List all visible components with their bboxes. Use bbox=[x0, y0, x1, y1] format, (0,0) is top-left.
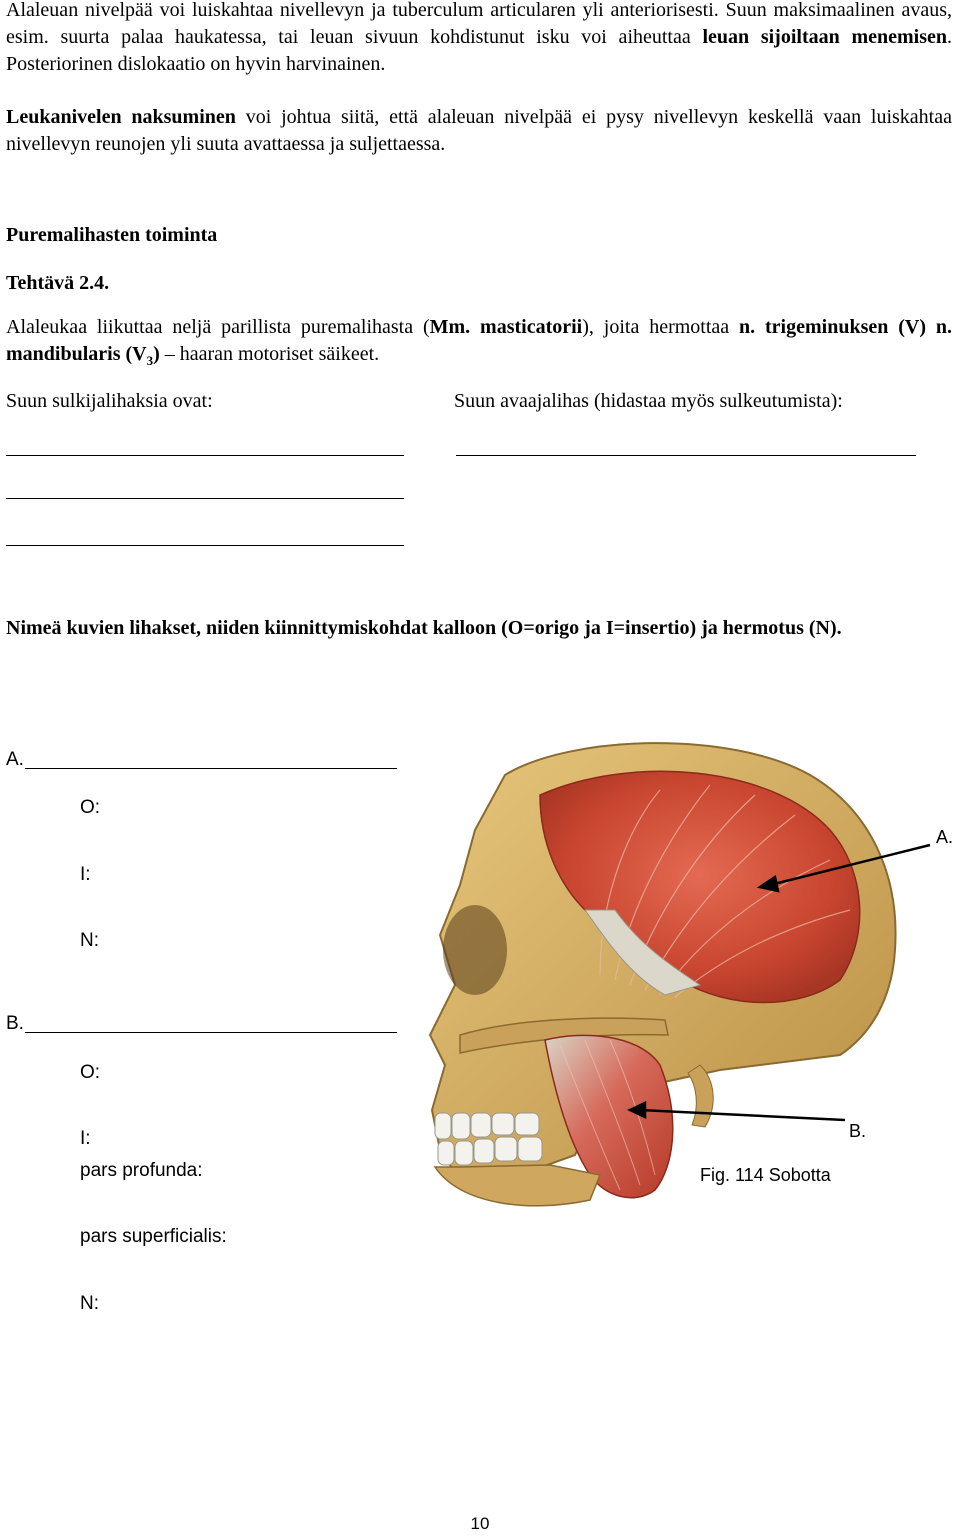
bold-term: leuan sijoiltaan menemisen bbox=[702, 26, 947, 48]
form-a-letter: A. bbox=[6, 749, 24, 770]
figure-label-b: B. bbox=[849, 1121, 867, 1141]
bold-term: n. trigeminuksen (V) n. mandibularis (V bbox=[6, 316, 952, 365]
form-a-insertion: I: bbox=[80, 864, 91, 885]
form-b-nerve: N: bbox=[80, 1293, 99, 1314]
instruction: Nimeä kuvien lihakset, niiden kiinnittymiskohdat kalloon (O=origo ja I=insertio) ja hermotus (N). bbox=[6, 617, 842, 639]
text-span: Alaleuan nivelpää voi luiskahtaa nivellevyn ja tuberculum articularen yli anteriorisesti. Suun maksimaalinen avaus, esim. suurta palaa haukatessa, tai leuan sivuun kohdistunut isku voi aiheuttaa bbox=[6, 0, 952, 48]
closer-answer-line-2[interactable] bbox=[6, 498, 404, 499]
form-b-origin: O: bbox=[80, 1062, 101, 1083]
naksuminen-paragraph bbox=[6, 104, 952, 158]
form-a-nerve: N: bbox=[80, 930, 99, 951]
subscript: 3 bbox=[146, 353, 154, 368]
section-title: Puremalihasten toiminta bbox=[6, 224, 218, 246]
form-b-pars-profunda: pars profunda: bbox=[80, 1160, 203, 1181]
mastoid-process bbox=[688, 1065, 713, 1127]
figure-caption: Fig. 114 Sobotta bbox=[700, 1165, 831, 1185]
page-number: 10 bbox=[470, 1514, 490, 1533]
closers-label: Suun sulkijalihaksia ovat: bbox=[6, 390, 213, 412]
skull-muscle-illustration bbox=[400, 735, 960, 1215]
bold-term: Mm. masticatorii bbox=[429, 316, 583, 338]
form-a-origin: O: bbox=[80, 797, 101, 818]
text-span: . Posteriorinen dislokaatio on hyvin harvinainen. bbox=[6, 26, 952, 75]
masticatorii-paragraph bbox=[6, 314, 952, 374]
orbit bbox=[443, 905, 507, 995]
form-b-pars-superficialis: pars superficialis: bbox=[80, 1226, 227, 1247]
task-title: Tehtävä 2.4. bbox=[6, 272, 110, 294]
closer-answer-line-3[interactable] bbox=[6, 545, 404, 546]
text-span: ), joita hermottaa bbox=[582, 316, 740, 338]
text-span: – haaran motoriset säikeet. bbox=[159, 343, 380, 365]
intro-paragraph bbox=[6, 0, 952, 78]
closer-answer-line-1[interactable] bbox=[6, 455, 404, 456]
bold-term: Leukanivelen naksuminen bbox=[6, 106, 236, 128]
mandible-bone bbox=[435, 1165, 600, 1206]
form-a-name-line[interactable] bbox=[25, 768, 397, 769]
form-b-insertion: I: bbox=[80, 1128, 91, 1149]
form-b-name-line[interactable] bbox=[25, 1032, 397, 1033]
form-b-letter: B. bbox=[6, 1013, 24, 1034]
text-span: Alaleukaa liikuttaa neljä parillista puremalihasta ( bbox=[6, 316, 430, 338]
opener-answer-line[interactable] bbox=[456, 455, 916, 456]
bold-term: ) bbox=[153, 343, 160, 365]
text-span: voi johtua siitä, että alaleuan nivelpää ei pysy nivellevyn keskellä vaan luiskahtaa nivellevyn reunojen yli suuta avattaessa ja suljettaessa. bbox=[6, 106, 952, 155]
figure-label-a: A. bbox=[936, 827, 954, 847]
opener-label: Suun avaajalihas (hidastaa myös sulkeutumista): bbox=[454, 390, 843, 412]
